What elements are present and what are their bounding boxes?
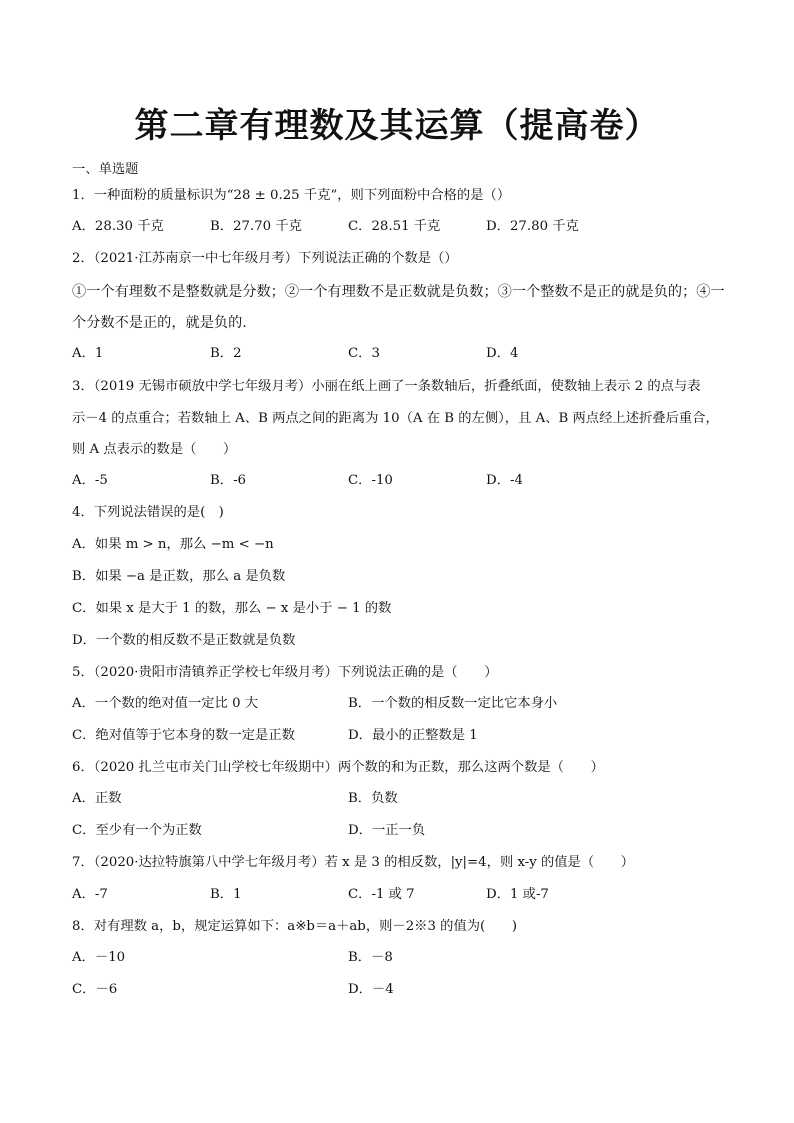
question-2-option-a: A．1 xyxy=(72,346,104,361)
question-7-option-d: D．1 或-7 xyxy=(486,887,549,902)
question-8-stem: 8．对有理数 a，b，规定运算如下：a※b＝a＋ab，则－2※3 的值为( ) xyxy=(72,919,518,934)
question-3-option-d: D．-4 xyxy=(486,473,523,488)
question-4-option-a: A．如果 m > n，那么 −m < −n xyxy=(72,537,274,552)
question-5-option-b: B．一个数的相反数一定比它本身小 xyxy=(348,696,558,711)
question-8-option-c: C．－6 xyxy=(72,982,118,997)
question-4-option-b: B．如果 −a 是正数，那么 a 是负数 xyxy=(72,569,286,584)
question-6-option-b: B．负数 xyxy=(348,791,398,806)
question-2-option-c: C．3 xyxy=(348,346,380,361)
question-3-line-1: 3．（2019 无锡市硕放中学七年级月考）小丽在纸上画了一条数轴后，折叠纸面，使数轴上表示 2 的点与表 xyxy=(72,379,701,394)
question-3-option-b: B．-6 xyxy=(210,473,247,488)
question-3-option-a: A．-5 xyxy=(72,473,108,488)
question-8-option-b: B．－8 xyxy=(348,950,393,965)
question-3-line-3: 则 A 点表示的数是（ ） xyxy=(72,442,237,457)
question-1-stem: 1．一种面粉的质量标识为“28 ± 0.25 千克”，则下列面粉中合格的是（） xyxy=(72,188,511,203)
question-6-option-a: A．正数 xyxy=(72,791,122,806)
question-7-option-b: B．1 xyxy=(210,887,242,902)
question-5-stem: 5．（2020·贵阳市清镇养正学校七年级月考）下列说法正确的是（ ） xyxy=(72,665,498,680)
question-2-statement-line-2: 个分数不是正的，就是负的. xyxy=(72,315,247,331)
question-6-option-d: D．一正一负 xyxy=(348,823,426,838)
question-3-option-c: C．-10 xyxy=(348,473,393,488)
question-4-option-d: D．一个数的相反数不是正数就是负数 xyxy=(72,633,296,648)
question-8-option-d: D．－4 xyxy=(348,982,394,997)
question-2-option-d: D．4 xyxy=(486,346,519,361)
question-1-option-b: B．27.70 千克 xyxy=(210,219,302,234)
question-5-option-d: D．最小的正整数是 1 xyxy=(348,728,478,743)
question-2-stem: 2．（2021·江苏南京一中七年级月考）下列说法正确的个数是（） xyxy=(72,251,458,266)
question-2-option-b: B．2 xyxy=(210,346,242,361)
question-6-stem: 6．（2020 扎兰屯市关门山学校七年级期中）两个数的和为正数，那么这两个数是（ ） xyxy=(72,760,604,775)
section-heading: 一、单选题 xyxy=(72,162,139,177)
question-1-option-c: C．28.51 千克 xyxy=(348,219,441,234)
question-4-stem: 4．下列说法错误的是( ) xyxy=(72,505,224,520)
question-6-option-c: C．至少有一个为正数 xyxy=(72,823,202,838)
question-7-option-c: C．-1 或 7 xyxy=(348,887,415,902)
question-2-statement-line-1: ①一个有理数不是整数就是分数；②一个有理数不是正数就是负数；③一个整数不是正的就是负的；④一 xyxy=(72,284,725,300)
question-3-line-2: 示－4 的点重合；若数轴上 A、B 两点之间的距离为 10（A 在 B 的左侧），且 A、B 两点经上述折叠后重合， xyxy=(72,411,719,426)
question-7-stem: 7．（2020·达拉特旗第八中学七年级月考）若 x 是 3 的相反数，|y|=4，则 x-y 的值是（ ） xyxy=(72,855,635,870)
question-7-option-a: A．-7 xyxy=(72,887,108,902)
question-5-option-c: C．绝对值等于它本身的数一定是正数 xyxy=(72,728,295,743)
question-4-option-c: C．如果 x 是大于 1 的数，那么 − x 是小于 − 1 的数 xyxy=(72,601,392,616)
page-title: 第二章有理数及其运算（提高卷） xyxy=(134,106,660,146)
question-5-option-a: A．一个数的绝对值一定比 0 大 xyxy=(72,696,259,711)
question-8-option-a: A．－10 xyxy=(72,950,126,965)
question-1-option-a: A．28.30 千克 xyxy=(72,219,164,234)
question-1-option-d: D．27.80 千克 xyxy=(486,219,579,234)
